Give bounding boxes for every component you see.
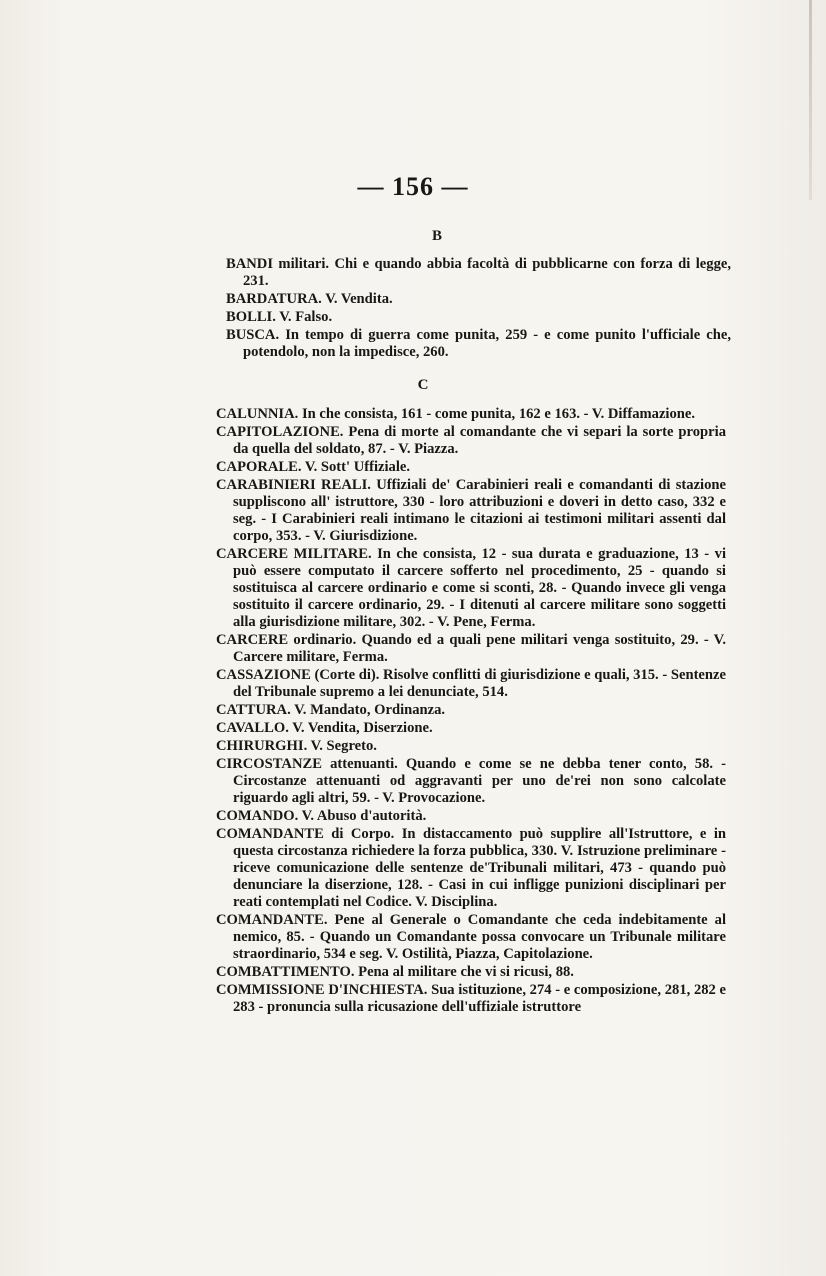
index-entry: CAPORALE. V. Sott' Uffiziale. bbox=[216, 459, 411, 475]
index-entry: BARDATURA. V. Vendita. bbox=[226, 291, 393, 307]
index-entry: COMANDANTE di Corpo. In distaccamento può supplire all'Istruttore, e in questa circostanza richiedere la forza pubblica, 330. V. Istruzione preliminare - riceve comunicazione delle sentenze de'Tribunali militari, 473 - quando può denunciare la diserzione, 128. - Casi in cui infligge punizioni disciplinari per reati contemplati nel Codice. V. Disciplina. bbox=[216, 826, 726, 910]
index-entry: CASSAZIONE (Corte di). Risolve conflitti di giurisdizione e quali, 315. - Sentenze del Tribunale supremo a lei denunciate, 514. bbox=[216, 667, 726, 700]
index-entry: BUSCA. In tempo di guerra come punita, 259 - e come punito l'ufficiale che, potendolo, non la impedisce, 260. bbox=[226, 327, 731, 360]
index-entry: COMANDO. V. Abuso d'autorità. bbox=[216, 808, 427, 824]
index-entry: CARABINIERI REALI. Uffiziali de' Carabinieri reali e comandanti di stazione suppliscono all' istruttore, 330 - loro attribuzioni e doveri in detto caso, 332 e seg. - I Carabinieri reali intimano le citazioni ai testimoni militari assenti dal corpo, 353. - V. Giurisdizione. bbox=[216, 477, 726, 544]
section-letter-b: B bbox=[431, 228, 442, 244]
index-entry: CAPITOLAZIONE. Pena di morte al comandante che vi separi la sorte propria da quella del soldato, 87. - V. Piazza. bbox=[216, 424, 726, 457]
index-entry: CHIRURGHI. V. Segreto. bbox=[216, 738, 377, 754]
index-entry: CARCERE ordinario. Quando ed a quali pene militari venga sostituito, 29. - V. Carcere militare, Ferma. bbox=[216, 632, 726, 665]
section-letter-c: C bbox=[417, 377, 429, 393]
index-entry: CARCERE MILITARE. In che consista, 12 - sua durata e graduazione, 13 - vi può essere computato il carcere sofferto nel procedimento, 25 - quando si sostituisca al carcere ordinario e come si sconti, 28. - Quando invece gli venga sostituito il carcere ordinario, 29. - I ditenuti al carcere militare sono soggetti alla giurisdizione militare, 302. - V. Pene, Ferma. bbox=[216, 546, 726, 630]
index-entry: CIRCOSTANZE attenuanti. Quando e come se ne debba tener conto, 58. - Circostanze attenuanti od aggravanti per uno de'rei non sono calcolate riguardo agli altri, 59. - V. Provocazione. bbox=[216, 756, 726, 806]
page-number: — 156 — bbox=[357, 172, 469, 201]
page-edge-shadow bbox=[809, 0, 812, 200]
index-entry: CATTURA. V. Mandato, Ordinanza. bbox=[216, 702, 446, 718]
index-entry: BANDI militari. Chi e quando abbia facoltà di pubblicarne con forza di legge, 231. bbox=[226, 256, 731, 289]
index-section-b bbox=[226, 256, 731, 362]
index-entry: COMBATTIMENTO. Pena al militare che vi si ricusi, 88. bbox=[216, 964, 574, 980]
index-entry: CALUNNIA. In che consista, 161 - come punita, 162 e 163. - V. Diffamazione. bbox=[216, 406, 696, 422]
index-entry: COMANDANTE. Pene al Generale o Comandante che ceda indebitamente al nemico, 85. - Quando un Comandante possa convocare un Tribunale militare straordinario, 534 e seg. V. Ostilità, Piazza, Capitolazione. bbox=[216, 912, 726, 962]
index-entry: BOLLI. V. Falso. bbox=[226, 309, 333, 325]
index-entry: CAVALLO. V. Vendita, Diserzione. bbox=[216, 720, 433, 736]
index-section-c bbox=[216, 406, 726, 1017]
index-entry: COMMISSIONE D'INCHIESTA. Sua istituzione, 274 - e composizione, 281, 282 e 283 - pronuncia sulla ricusazione dell'uffiziale istruttore bbox=[216, 982, 726, 1015]
